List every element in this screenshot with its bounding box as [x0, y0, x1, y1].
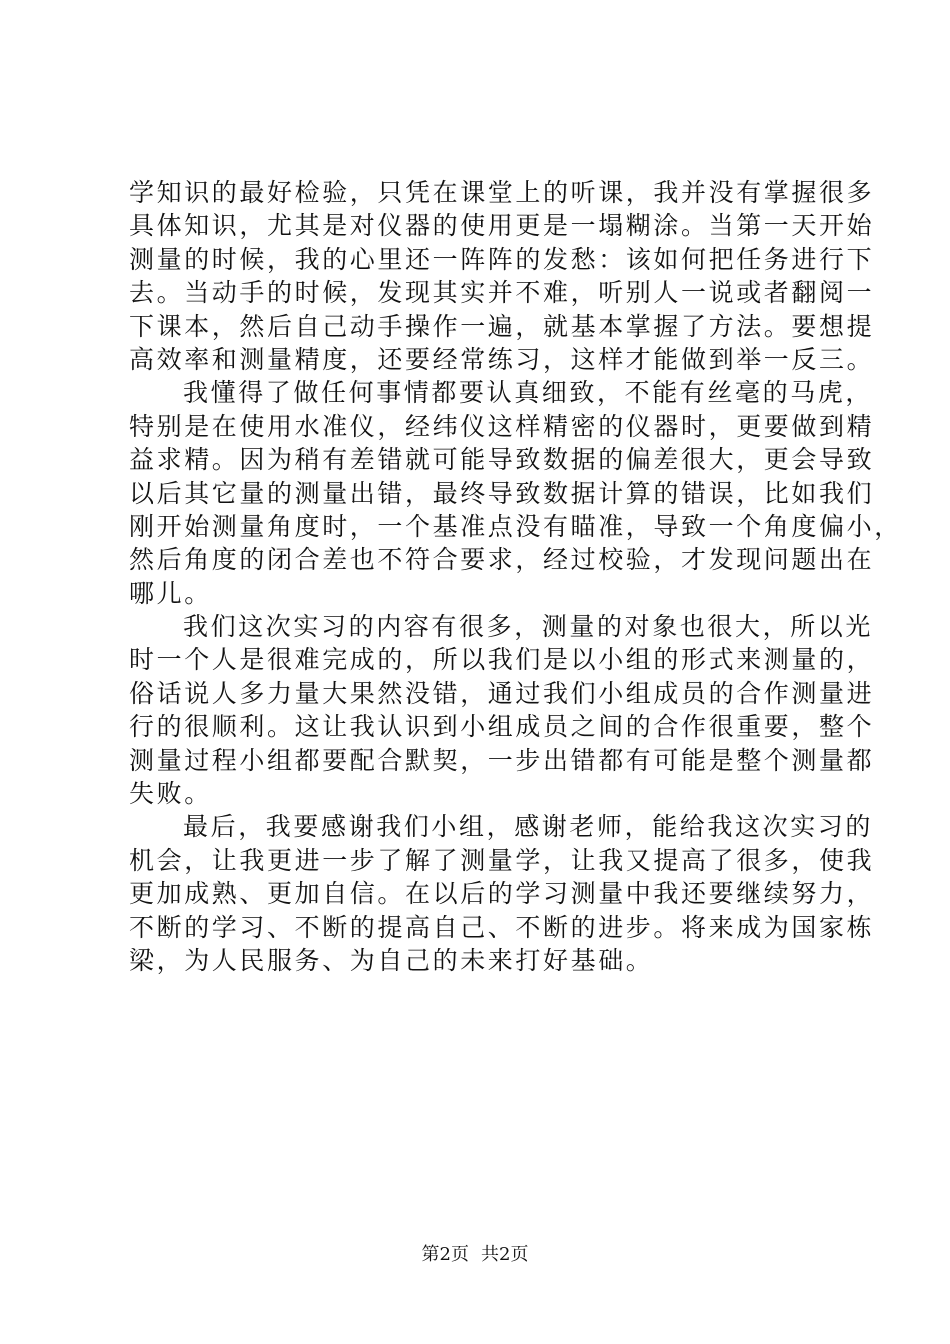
text-line: 下课本，然后自己动手操作一遍，就基本掌握了方法。要想提: [129, 311, 875, 341]
text-line: 测量过程小组都要配合默契，一步出错都有可能是整个测量都: [129, 745, 875, 775]
text-line: 刚开始测量角度时，一个基准点没有瞄准，导致一个角度偏小，: [129, 511, 902, 541]
text-line: 不断的学习、不断的提高自己、不断的进步。将来成为国家栋: [129, 912, 875, 942]
paragraph-3: [129, 610, 875, 810]
text-line: 我们这次实习的内容有很多，测量的对象也很大，所以光: [183, 612, 874, 642]
text-line: 以后其它量的测量出错，最终导致数据计算的错误，比如我们: [129, 478, 875, 508]
text-line: 具体知识，尤其是对仪器的使用更是一塌糊涂。当第一天开始: [129, 211, 875, 241]
text-line: 去。当动手的时候，发现其实并不难，听别人一说或者翻阅一: [129, 278, 875, 308]
paragraph-4: [129, 810, 875, 977]
text-line: 失败。: [129, 779, 212, 809]
text-line: 学知识的最好检验，只凭在课堂上的听课，我并没有掌握很多: [129, 178, 875, 207]
text-line: 更加成熟、更加自信。在以后的学习测量中我还要继续努力，: [129, 879, 875, 909]
page-number: 第2页: [421, 1244, 469, 1265]
text-line: 高效率和测量精度，还要经常练习，这样才能做到举一反三。: [129, 344, 875, 374]
text-line: 哪儿。: [129, 578, 212, 608]
text-line: 特别是在使用水准仪，经纬仪这样精密的仪器时，更要做到精: [129, 411, 875, 441]
text-line: 机会，让我更进一步了解了测量学，让我又提高了很多，使我: [129, 845, 875, 875]
document-body: [129, 176, 902, 977]
text-line: 俗话说人多力量大果然没错，通过我们小组成员的合作测量进: [129, 678, 875, 708]
paragraph-2: [129, 376, 902, 610]
text-line: 测量的时候，我的心里还一阵阵的发愁：该如何把任务进行下: [129, 244, 875, 274]
text-line: 梁，为人民服务、为自己的未来打好基础。: [129, 945, 654, 975]
text-line: 最后，我要感谢我们小组，感谢老师，能给我这次实习的: [183, 812, 874, 842]
text-line: 益求精。因为稍有差错就可能导致数据的偏差很大，更会导致: [129, 445, 875, 475]
page-footer: [0, 1243, 950, 1267]
text-line: 我懂得了做任何事情都要认真细致，不能有丝毫的马虎，: [183, 378, 874, 408]
paragraph-1: [129, 176, 875, 376]
page-total: 共2页: [481, 1244, 529, 1265]
text-line: 然后角度的闭合差也不符合要求，经过校验，才发现问题出在: [129, 545, 875, 575]
text-line: 行的很顺利。这让我认识到小组成员之间的合作很重要，整个: [129, 712, 875, 742]
text-line: 时一个人是很难完成的，所以我们是以小组的形式来测量的，: [129, 645, 875, 675]
